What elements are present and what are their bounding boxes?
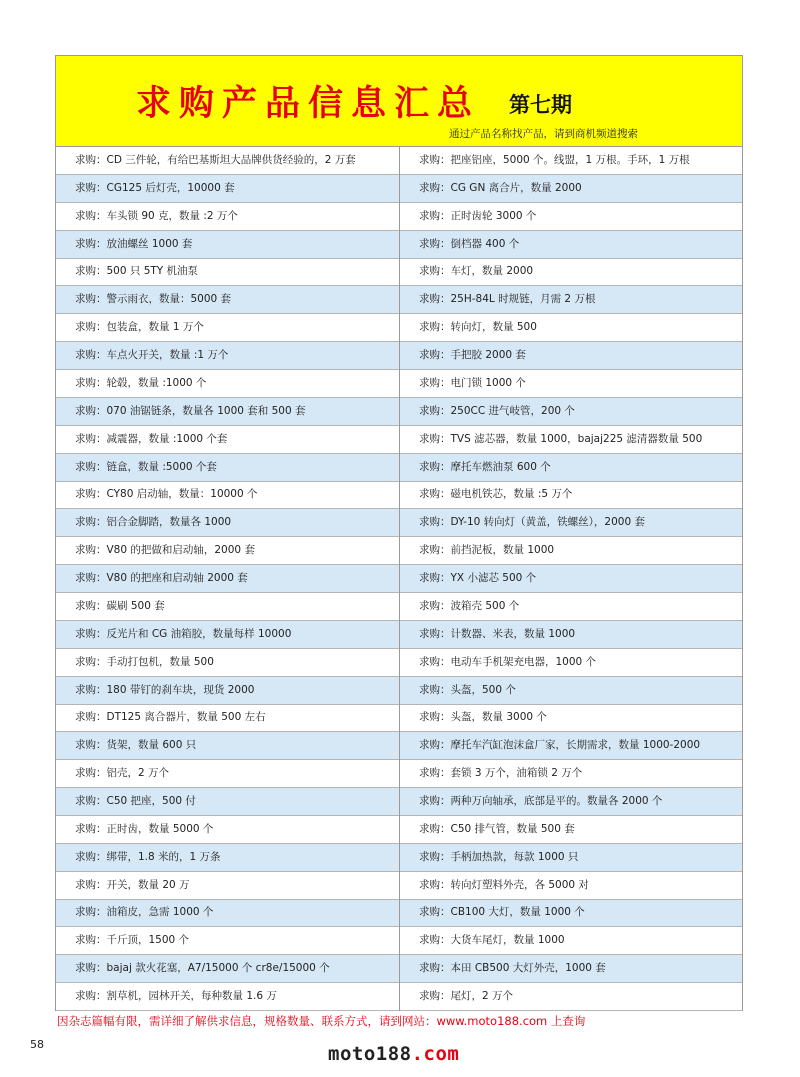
request-item-left: 求购：绑带，1.8 米的，1 万条	[75, 850, 221, 863]
request-item-left: 求购：轮毂，数量 :1000 个	[75, 376, 207, 389]
request-item-right: 求购：CB100 大灯，数量 1000 个	[419, 906, 585, 919]
request-item-right: 求购：C50 排气管，数量 500 套	[419, 822, 575, 835]
request-item-left: 求购：CY80 启动轴，数量：10000 个	[75, 488, 258, 501]
request-item-left: 求购：铝合金脚踏，数量各 1000	[75, 516, 232, 529]
request-item-right: 求购：摩托车汽缸泡沫盒厂家，长期需求，数量 1000-2000	[419, 739, 701, 752]
request-item-left: 求购：警示雨衣，数量：5000 套	[75, 293, 232, 306]
request-item-right: 求购：倒档器 400 个	[419, 237, 520, 250]
request-item-right: 求购：大货车尾灯，数量 1000	[419, 934, 565, 947]
request-item-left: 求购：包装盒，数量 1 万个	[75, 321, 204, 334]
header-banner	[55, 55, 743, 147]
request-item-right: 求购：DY-10 转向灯（黄盖，铁螺丝），2000 套	[419, 516, 645, 529]
request-item-left: 求购：开关，数量 20 万	[75, 878, 190, 891]
request-item-right: 求购：YX 小滤芯 500 个	[419, 572, 537, 585]
request-item-right: 求购：250CC 进气岐管，200 个	[419, 404, 575, 417]
request-item-right: 求购：转向灯，数量 500	[419, 321, 537, 334]
request-item-left: 求购：油箱皮，急需 1000 个	[75, 906, 214, 919]
request-item-right: 求购：车灯，数量 2000	[419, 265, 534, 278]
request-item-right: 求购：正时齿轮 3000 个	[419, 209, 537, 222]
request-item-left: 求购：链盒，数量 :5000 个套	[75, 460, 217, 473]
request-item-right: 求购：前挡泥板，数量 1000	[419, 544, 555, 557]
request-item-right: 求购：手柄加热款，每款 1000 只	[419, 850, 579, 863]
request-item-right: 求购：套锁 3 万个，油箱锁 2 万个	[419, 767, 583, 780]
request-item-right: 求购：CG GN 离合片，数量 2000	[419, 181, 582, 194]
request-item-left: 求购：500 只 5TY 机油泵	[75, 265, 199, 278]
request-item-right: 求购：波箱壳 500 个	[419, 599, 520, 612]
request-item-right: 求购：两种万向轴承，底部是平的。数量各 2000 个	[419, 795, 663, 807]
request-item-right: 求购：头盔，500 个	[419, 683, 516, 696]
request-item-right: 求购：电动车手机架充电器，1000 个	[419, 655, 597, 668]
request-item-right: 求购：25H-84L 时规链，月需 2 万根	[419, 293, 596, 306]
request-item-left: 求购：手动打包机，数量 500	[75, 655, 214, 668]
request-item-left: 求购：千斤顶，1500 个	[75, 934, 190, 947]
request-item-right: 求购：TVS 滤芯器，数量 1000，bajaj225 滤清器数量 500	[419, 432, 703, 445]
request-item-left: 求购：碳刷 500 套	[75, 599, 165, 612]
request-item-right: 求购：尾灯，2 万个	[419, 990, 514, 1003]
search-hint: 通过产品名称找产品，请到商机频道搜索	[449, 128, 638, 140]
request-item-right: 求购：电门锁 1000 个	[419, 376, 526, 389]
request-item-right: 求购：头盔，数量 3000 个	[419, 711, 547, 724]
request-item-left: 求购：货架，数量 600 只	[75, 739, 197, 752]
request-item-right: 求购：计数器、米表，数量 1000	[419, 627, 576, 640]
request-item-left: 求购：CD 三件轮，有给巴基斯坦大品牌供货经验的，2 万套	[75, 154, 356, 166]
request-item-left: 求购：减震器，数量 :1000 个套	[75, 432, 228, 445]
request-item-right: 求购：本田 CB500 大灯外壳，1000 套	[419, 962, 606, 975]
purchase-table	[55, 147, 743, 1011]
request-item-left: 求购：V80 的把座和启动轴 2000 套	[75, 572, 248, 585]
footer-notice: 因杂志篇幅有限，需详细了解供求信息，规格数量、联系方式，请到网站：www.moto188.com 上查询	[57, 1014, 586, 1028]
request-item-left: 求购：车头锁 90 克，数量 :2 万个	[75, 209, 238, 222]
request-item-left: 求购：反光片和 CG 油箱胶，数量每样 10000	[75, 627, 292, 640]
request-item-left: 求购：CG125 后灯壳，10000 套	[75, 181, 235, 194]
page-number: 58	[30, 1038, 44, 1051]
request-item-left: 求购：180 带钉的刹车块，现货 2000	[75, 683, 255, 696]
page-title: 求购产品信息汇总	[136, 84, 481, 124]
request-item-left: 求购：C50 把座，500 付	[75, 795, 196, 807]
request-item-right: 求购：把座铝座，5000 个。线盟，1 万根。手环，1 万根	[419, 154, 690, 166]
request-item-right: 求购：摩托车燃油泵 600 个	[419, 460, 551, 473]
request-item-right: 求购：磁电机铁芯，数量 :5 万个	[419, 488, 573, 501]
request-item-left: 求购：V80 的把做和启动轴，2000 套	[75, 544, 255, 557]
site-tld: .com	[411, 1043, 460, 1065]
request-item-right: 求购：手把胶 2000 套	[419, 349, 526, 362]
request-item-left: 求购：070 油锯链条，数量各 1000 套和 500 套	[75, 404, 306, 417]
column-divider	[399, 147, 400, 1011]
request-item-left: 求购：车点火开关，数量 :1 万个	[75, 349, 229, 362]
request-item-left: 求购：DT125 离合器片，数量 500 左右	[75, 711, 266, 724]
request-item-left: 求购：放油螺丝 1000 套	[75, 237, 193, 250]
issue-label: 第七期	[509, 93, 572, 117]
site-name: moto188	[328, 1043, 412, 1065]
request-item-left: 求购：bajaj 款火花塞，A7/15000 个 cr8e/15000 个	[75, 962, 330, 975]
request-item-left: 求购：铝壳，2 万个	[75, 767, 170, 780]
request-item-right: 求购：转向灯塑料外壳，各 5000 对	[419, 878, 589, 891]
request-item-left: 求购：正时齿，数量 5000 个	[75, 822, 214, 835]
site-logo-text	[328, 1043, 459, 1065]
request-item-left: 求购：割草机，园林开关，每种数量 1.6 万	[75, 990, 277, 1003]
